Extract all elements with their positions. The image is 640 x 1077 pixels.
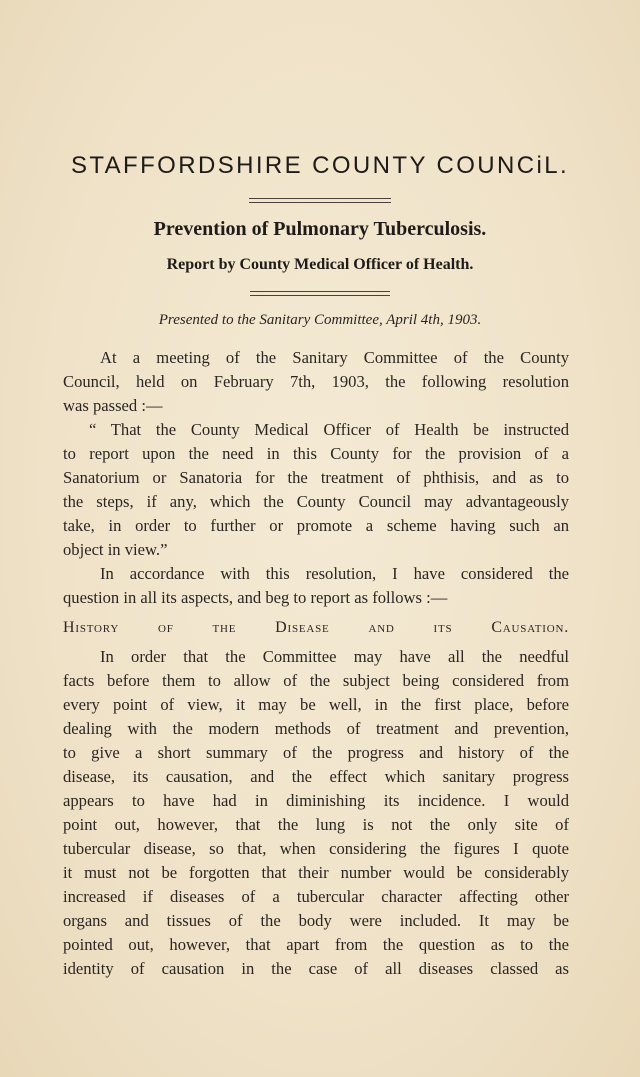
body-line: it must not be forgotten that their number would be considerably — [63, 863, 569, 882]
body-line: object in view.” — [63, 540, 168, 559]
body-line: tubercular disease, so that, when considering the figures I quote — [63, 839, 569, 858]
report-body — [63, 346, 569, 981]
body-line: “ That the County Medical Officer of Health be instructed — [89, 420, 569, 439]
body-line: every point of view, it may be well, in the first place, before — [63, 695, 569, 714]
body-line: to report upon the need in this County for the provision of a — [63, 444, 569, 463]
divider-top — [249, 198, 391, 206]
body-line: question in all its aspects, and beg to report as follows :— — [63, 588, 448, 607]
body-line: the steps, if any, which the County Council may advantageously — [63, 492, 569, 511]
council-heading: STAFFORDSHIRE COUNTY COUNCiL. — [70, 152, 570, 179]
document-title: Prevention of Pulmonary Tuberculosis. — [153, 218, 487, 240]
body-line: appears to have had in diminishing its incidence. I would — [63, 791, 569, 810]
body-line: At a meeting of the Sanitary Committee of the County — [100, 348, 569, 367]
body-line: facts before them to allow of the subject being considered from — [63, 671, 569, 690]
divider-middle — [250, 291, 390, 299]
body-line: disease, its causation, and the effect which sanitary progress — [63, 767, 569, 786]
body-line: increased if diseases of a tubercular character affecting other — [63, 887, 569, 906]
body-line: organs and tissues of the body were included. It may be — [63, 911, 569, 930]
body-line: to give a short summary of the progress and history of the — [63, 743, 569, 762]
body-line: pointed out, however, that apart from the question as to the — [63, 935, 569, 954]
section-heading: History of the Disease and its Causation. — [63, 619, 569, 636]
body-line: In accordance with this resolution, I have considered the — [100, 564, 569, 583]
presented-line: Presented to the Sanitary Committee, April 4th, 1903. — [158, 312, 482, 328]
document-subtitle: Report by County Medical Officer of Health. — [166, 256, 474, 273]
body-line: point out, however, that the lung is not the only site of — [63, 815, 569, 834]
body-line: identity of causation in the case of all diseases classed as — [63, 959, 569, 978]
body-line: dealing with the modern methods of treatment and prevention, — [63, 719, 569, 738]
body-line: Sanatorium or Sanatoria for the treatment of phthisis, and as to — [63, 468, 569, 487]
body-line: take, in order to further or promote a scheme having such an — [63, 516, 569, 535]
body-line: Council, held on February 7th, 1903, the following resolution — [63, 372, 569, 391]
body-line: In order that the Committee may have all the needful — [100, 647, 569, 666]
body-line: was passed :— — [63, 396, 163, 415]
